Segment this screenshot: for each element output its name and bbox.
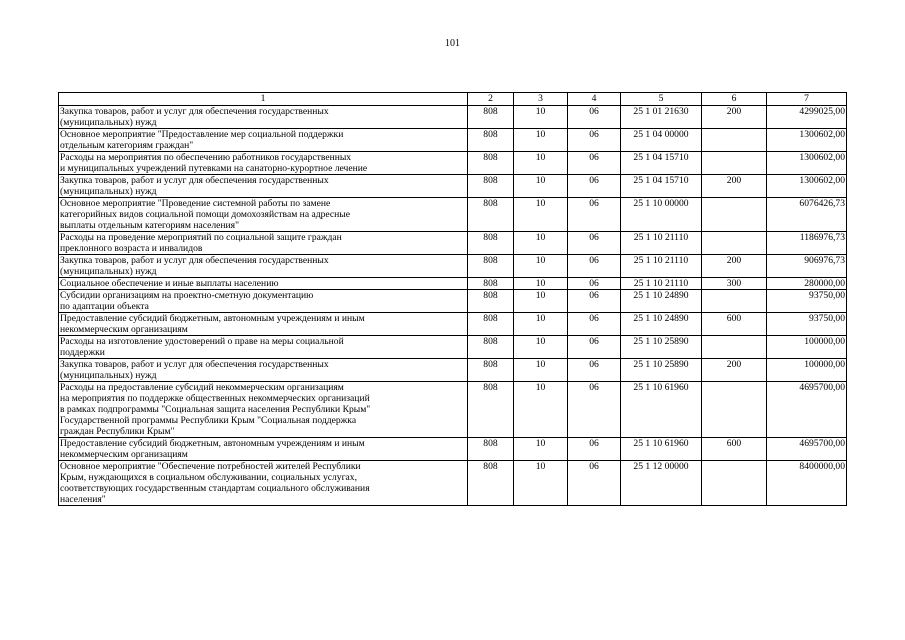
section-code-cell: 10 xyxy=(514,198,568,232)
column-header: 4 xyxy=(568,93,621,106)
amount-cell: 6076426,73 xyxy=(767,198,847,232)
row-name-cell: Основное мероприятие "Обеспечение потребностей жителей Республики Крым, нуждающихся в социальном обслуживании, социальных услугах, соответствующих государственным стандартам социального обслуживания населения" xyxy=(59,461,468,506)
expense-type-cell xyxy=(702,129,767,152)
subsection-code-cell: 06 xyxy=(568,232,621,255)
row-name-cell: Расходы на изготовление удостоверений о праве на меры социальной поддержки xyxy=(59,336,468,359)
amount-cell: 280000,00 xyxy=(767,278,847,290)
target-article-cell: 25 1 10 24890 xyxy=(621,290,702,313)
admin-code-cell: 808 xyxy=(468,461,514,506)
subsection-code-cell: 06 xyxy=(568,382,621,438)
row-name-cell: Закупка товаров, работ и услуг для обеспечения государственных (муниципальных) нужд xyxy=(59,106,468,129)
row-name-cell: Закупка товаров, работ и услуг для обеспечения государственных (муниципальных) нужд xyxy=(59,359,468,382)
table-row xyxy=(59,129,847,152)
table-row xyxy=(59,175,847,198)
amount-cell: 1300602,00 xyxy=(767,175,847,198)
subsection-code-cell: 06 xyxy=(568,336,621,359)
section-code-cell: 10 xyxy=(514,106,568,129)
admin-code-cell: 808 xyxy=(468,382,514,438)
amount-cell: 1300602,00 xyxy=(767,152,847,175)
expense-type-cell: 200 xyxy=(702,106,767,129)
amount-cell: 4299025,00 xyxy=(767,106,847,129)
amount-cell: 906976,73 xyxy=(767,255,847,278)
expense-type-cell xyxy=(702,198,767,232)
section-code-cell: 10 xyxy=(514,461,568,506)
admin-code-cell: 808 xyxy=(468,198,514,232)
section-code-cell: 10 xyxy=(514,175,568,198)
admin-code-cell: 808 xyxy=(468,129,514,152)
admin-code-cell: 808 xyxy=(468,336,514,359)
target-article-cell: 25 1 10 21110 xyxy=(621,278,702,290)
amount-cell: 100000,00 xyxy=(767,359,847,382)
column-header: 1 xyxy=(59,93,468,106)
admin-code-cell: 808 xyxy=(468,255,514,278)
row-name-cell: Предоставление субсидий бюджетным, автономным учреждениям и иным некоммерческим организациям xyxy=(59,438,468,461)
target-article-cell: 25 1 04 15710 xyxy=(621,175,702,198)
subsection-code-cell: 06 xyxy=(568,152,621,175)
target-article-cell: 25 1 04 15710 xyxy=(621,152,702,175)
subsection-code-cell: 06 xyxy=(568,198,621,232)
section-code-cell: 10 xyxy=(514,382,568,438)
expense-type-cell xyxy=(702,336,767,359)
admin-code-cell: 808 xyxy=(468,359,514,382)
table-row xyxy=(59,336,847,359)
target-article-cell: 25 1 12 00000 xyxy=(621,461,702,506)
section-code-cell: 10 xyxy=(514,129,568,152)
section-code-cell: 10 xyxy=(514,232,568,255)
admin-code-cell: 808 xyxy=(468,175,514,198)
target-article-cell: 25 1 01 21630 xyxy=(621,106,702,129)
amount-cell: 4695700,00 xyxy=(767,438,847,461)
target-article-cell: 25 1 10 61960 xyxy=(621,382,702,438)
table-row xyxy=(59,198,847,232)
table-row xyxy=(59,290,847,313)
row-name-cell: Расходы на проведение мероприятий по социальной защите граждан преклонного возраста и инвалидов xyxy=(59,232,468,255)
row-name-cell: Основное мероприятие "Предоставление мер социальной поддержки отдельным категориям граждан" xyxy=(59,129,468,152)
target-article-cell: 25 1 10 25890 xyxy=(621,359,702,382)
admin-code-cell: 808 xyxy=(468,152,514,175)
expense-type-cell xyxy=(702,382,767,438)
subsection-code-cell: 06 xyxy=(568,359,621,382)
expense-type-cell: 200 xyxy=(702,175,767,198)
column-header: 2 xyxy=(468,93,514,106)
admin-code-cell: 808 xyxy=(468,232,514,255)
table-row xyxy=(59,255,847,278)
subsection-code-cell: 06 xyxy=(568,438,621,461)
section-code-cell: 10 xyxy=(514,290,568,313)
subsection-code-cell: 06 xyxy=(568,129,621,152)
table-row xyxy=(59,359,847,382)
table-row xyxy=(59,382,847,438)
row-name-cell: Социальное обеспечение и иные выплаты населению xyxy=(59,278,468,290)
expense-type-cell: 600 xyxy=(702,313,767,336)
expense-type-cell xyxy=(702,152,767,175)
header-row xyxy=(59,93,847,106)
target-article-cell: 25 1 10 21110 xyxy=(621,232,702,255)
row-name-cell: Предоставление субсидий бюджетным, автономным учреждениям и иным некоммерческим организациям xyxy=(59,313,468,336)
section-code-cell: 10 xyxy=(514,438,568,461)
column-header: 6 xyxy=(702,93,767,106)
subsection-code-cell: 06 xyxy=(568,175,621,198)
target-article-cell: 25 1 04 00000 xyxy=(621,129,702,152)
subsection-code-cell: 06 xyxy=(568,255,621,278)
amount-cell: 93750,00 xyxy=(767,290,847,313)
expense-type-cell xyxy=(702,290,767,313)
admin-code-cell: 808 xyxy=(468,106,514,129)
admin-code-cell: 808 xyxy=(468,290,514,313)
row-name-cell: Расходы на мероприятия по обеспечению работников государственных и муниципальных учреждений путевками на санаторно-курортное лечение xyxy=(59,152,468,175)
admin-code-cell: 808 xyxy=(468,278,514,290)
subsection-code-cell: 06 xyxy=(568,278,621,290)
row-name-cell: Субсидии организациям на проектно-сметную документацию по адаптации объекта xyxy=(59,290,468,313)
budget-table xyxy=(58,92,847,506)
admin-code-cell: 808 xyxy=(468,438,514,461)
row-name-cell: Закупка товаров, работ и услуг для обеспечения государственных (муниципальных) нужд xyxy=(59,175,468,198)
section-code-cell: 10 xyxy=(514,313,568,336)
section-code-cell: 10 xyxy=(514,278,568,290)
table-row xyxy=(59,278,847,290)
expense-type-cell xyxy=(702,461,767,506)
expense-type-cell xyxy=(702,232,767,255)
amount-cell: 100000,00 xyxy=(767,336,847,359)
subsection-code-cell: 06 xyxy=(568,461,621,506)
page-number: 101 xyxy=(445,38,460,49)
target-article-cell: 25 1 10 00000 xyxy=(621,198,702,232)
table-row xyxy=(59,232,847,255)
column-header: 5 xyxy=(621,93,702,106)
column-header: 3 xyxy=(514,93,568,106)
row-name-cell: Закупка товаров, работ и услуг для обеспечения государственных (муниципальных) нужд xyxy=(59,255,468,278)
expense-type-cell: 300 xyxy=(702,278,767,290)
amount-cell: 4695700,00 xyxy=(767,382,847,438)
target-article-cell: 25 1 10 24890 xyxy=(621,313,702,336)
expense-type-cell: 600 xyxy=(702,438,767,461)
table-row xyxy=(59,313,847,336)
expense-type-cell: 200 xyxy=(702,255,767,278)
admin-code-cell: 808 xyxy=(468,313,514,336)
target-article-cell: 25 1 10 25890 xyxy=(621,336,702,359)
target-article-cell: 25 1 10 61960 xyxy=(621,438,702,461)
expense-type-cell: 200 xyxy=(702,359,767,382)
section-code-cell: 10 xyxy=(514,336,568,359)
row-name-cell: Расходы на предоставление субсидий некоммерческим организациям на мероприятия по поддержке общественных некоммерческих организаций в рамках подпрограммы "Социальная защита населения Республики Крым" Государственной программы Республики Крым "Социальная поддержка граждан Республики Крым" xyxy=(59,382,468,438)
subsection-code-cell: 06 xyxy=(568,313,621,336)
amount-cell: 1186976,73 xyxy=(767,232,847,255)
subsection-code-cell: 06 xyxy=(568,290,621,313)
table-row xyxy=(59,438,847,461)
row-name-cell: Основное мероприятие "Проведение системной работы по замене категорийных видов социальной помощи домохозяйствам на адресные выплаты отдельным категориям населения" xyxy=(59,198,468,232)
table-row xyxy=(59,106,847,129)
amount-cell: 1300602,00 xyxy=(767,129,847,152)
target-article-cell: 25 1 10 21110 xyxy=(621,255,702,278)
section-code-cell: 10 xyxy=(514,255,568,278)
subsection-code-cell: 06 xyxy=(568,106,621,129)
table-row xyxy=(59,461,847,506)
column-header: 7 xyxy=(767,93,847,106)
amount-cell: 93750,00 xyxy=(767,313,847,336)
section-code-cell: 10 xyxy=(514,359,568,382)
section-code-cell: 10 xyxy=(514,152,568,175)
table-row xyxy=(59,152,847,175)
amount-cell: 8400000,00 xyxy=(767,461,847,506)
